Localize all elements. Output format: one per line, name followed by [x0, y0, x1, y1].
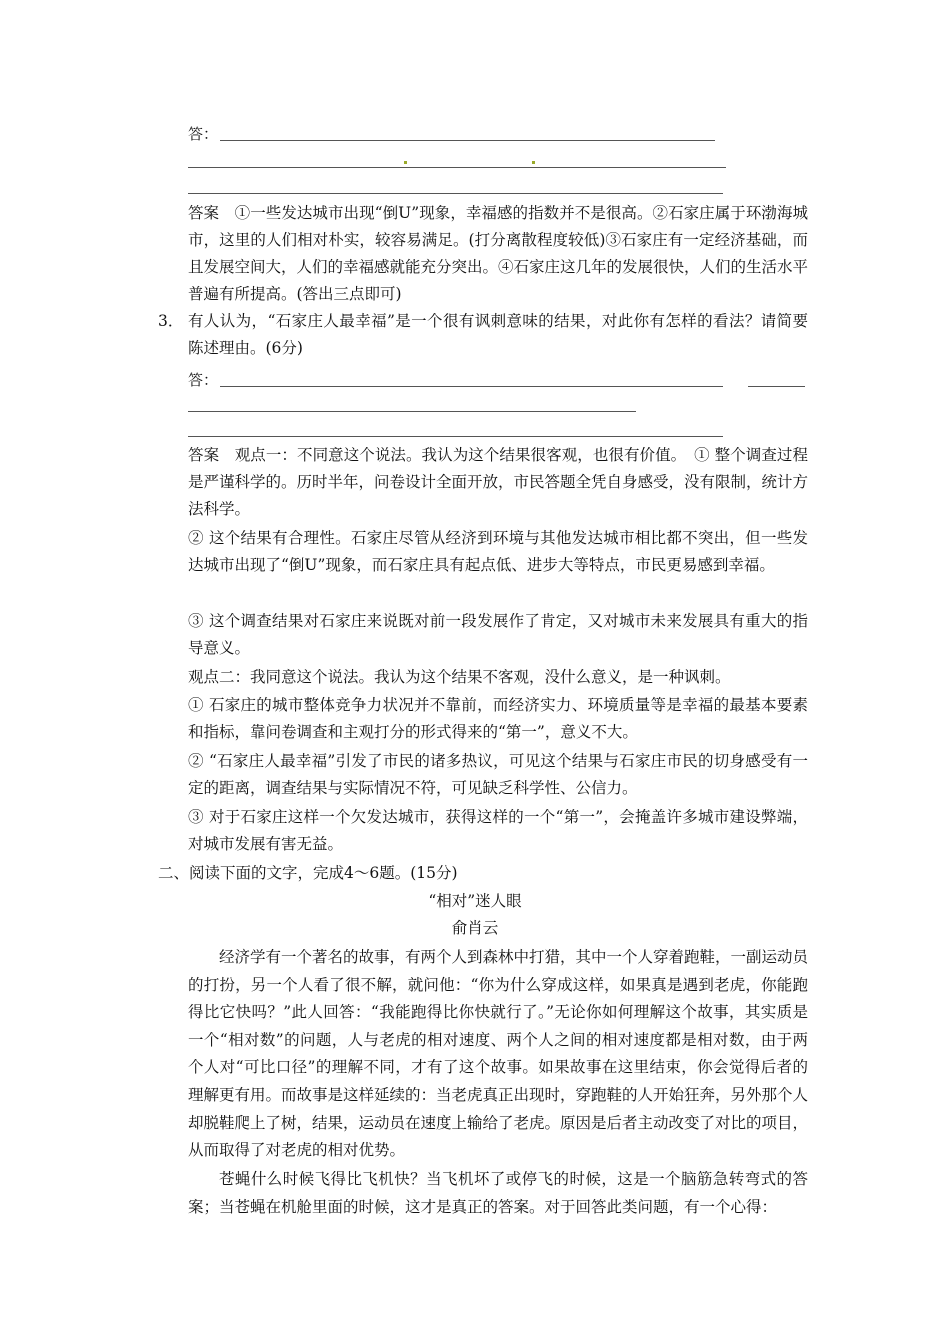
q2-answer-prefix: 答：: [188, 125, 219, 143]
article-paragraph-2: 苍蝇什么时候飞得比飞机快？当飞机坏了或停飞的时候，这是一个脑筋急转弯式的答案；当苍蝇在机舱里面的时候，这才是真正的答案。对于回答此类问题，有一个心得：: [188, 1170, 808, 1216]
article-title: “相对”迷人眼: [428, 892, 522, 910]
q3-view2-point1: ① 石家庄的城市整体竞争力状况并不靠前，而经济实力、环境质量等是幸福的最基本要素和指标，靠问卷调查和主观打分的形式得来的“第一”，意义不大。: [188, 696, 808, 741]
q3-view2-point3: ③ 对于石家庄这样一个欠发达城市，获得这样的一个“第一”，会掩盖许多城市建设弊端，对城市发展有害无益。: [188, 808, 808, 853]
q3-view1-point2: ② 这个结果有合理性。石家庄尽管从经济到环境与其他发达城市相比都不突出，但一些发达城市出现了“倒U”现象，而石家庄具有起点低、进步大等特点，市民更易感到幸福。: [188, 529, 808, 574]
q3-view2-intro: 观点二：我同意这个说法。我认为这个结果不客观，没什么意义，是一种讽刺。: [188, 668, 731, 686]
q3-view1-point3: ③ 这个调查结果对石家庄来说既对前一段发展作了肯定，又对城市未来发展具有重大的指导意义。: [188, 612, 808, 657]
stray-dot-mark: [532, 161, 535, 164]
q3-answer-line-1[interactable]: [220, 386, 723, 387]
q3-answer-line-2[interactable]: [188, 411, 636, 412]
q3-question: 有人认为，“石家庄人最幸福”是一个很有讽刺意味的结果，对此你有怎样的看法？请简要陈述理由。(6分): [188, 312, 808, 357]
section2-heading: 二、阅读下面的文字，完成4～6题。(15分): [158, 864, 458, 882]
q2-answer-line-3[interactable]: [188, 193, 723, 194]
q3-answer-line-1b[interactable]: [748, 386, 805, 387]
q3-answer-intro: 答案 观点一：不同意这个说法。我认为这个结果很客观，也很有价值。 ① 整个调查过程是严谨科学的。历时半年，问卷设计全面开放，市民答题全凭自身感受，没有限制，统计方法科学。: [188, 446, 809, 518]
q2-answer-line-1[interactable]: [220, 140, 715, 141]
article-author: 俞肖云: [451, 919, 499, 937]
q3-answer-prefix: 答：: [188, 371, 219, 389]
article-paragraph-1: 经济学有一个著名的故事，有两个人到森林中打猎，其中一个人穿着跑鞋，一副运动员的打扮，另一个人看了很不解，就问他：“你为什么穿成这样，如果真是遇到老虎，你能跑得比它快吗？”此人回答：“我能跑得比你快就行了。”无论你如何理解这个故事，其实质是一个“相对数”的问题，人与老虎的相对速度、两个人之间的相对速度都是相对数，由于两个人对“可比口径”的理解不同，才有了这个故事。如果故事在这里结束，你会觉得后者的理解更有用。而故事是这样延续的：当老虎真正出现时，穿跑鞋的人开始狂奔，另外那个人却脱鞋爬上了树，结果，运动员在速度上输给了老虎。原因是后者主动改变了对比的项目，从而取得了对老虎的相对优势。: [188, 948, 809, 1160]
stray-dot-mark: [404, 161, 407, 164]
q3-view2-point2: ② “石家庄人最幸福”引发了市民的诸多热议，可见这个结果与石家庄市民的切身感受有一定的距离，调查结果与实际情况不符，可见缺乏科学性、公信力。: [188, 752, 808, 797]
q3-number: 3．: [158, 312, 184, 330]
q2-answer-line-2[interactable]: [188, 167, 726, 168]
q3-answer-line-3[interactable]: [188, 436, 723, 437]
q2-answer-text: 答案 ①一些发达城市出现“倒U”现象，幸福感的指数并不是很高。②石家庄属于环渤海城市，这里的人们相对朴实，较容易满足。(打分离散程度较低)③石家庄有一定经济基础，而且发展空间大，人们的幸福感就能充分突出。④石家庄这几年的发展很快，人们的生活水平普遍有所提高。(答出三点即可): [188, 204, 809, 303]
